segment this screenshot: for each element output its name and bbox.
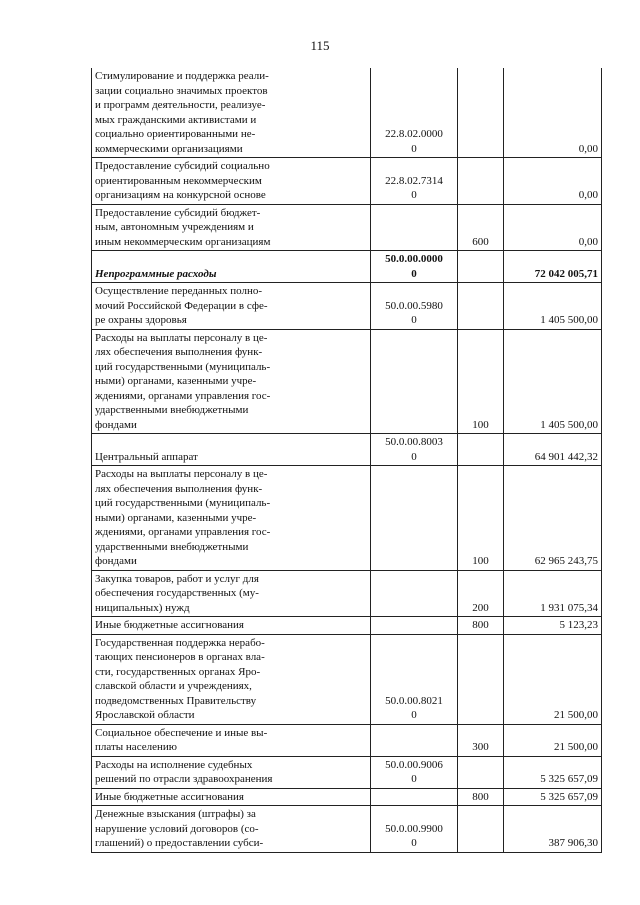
row-code-cell [371, 788, 458, 806]
row-sum-cell: 0,00 [504, 204, 602, 251]
row-name-cell: Расходы на выплаты персоналу в це- лях обеспечения выполнения функ- ций государственными (муниципаль- ными) органами, казенными учре- ждениями, органами управления гос- ударственными внебюджетными фондами [92, 329, 371, 434]
table-row [92, 204, 602, 251]
row-code-cell: 50.0.00.8003 0 [371, 434, 458, 466]
table-row [92, 283, 602, 330]
row-code-cell: 50.0.00.9900 0 [371, 806, 458, 853]
row-code-cell: 50.0.00.5980 0 [371, 283, 458, 330]
row-type-cell [458, 434, 504, 466]
row-type-cell: 100 [458, 466, 504, 571]
row-code-cell: 50.0.00.0000 0 [371, 251, 458, 283]
row-name-cell: Предоставление субсидий бюджет- ным, автономным учреждениям и иным некоммерческим организациям [92, 204, 371, 251]
row-code-cell: 22.8.02.0000 0 [371, 68, 458, 158]
row-code-cell [371, 570, 458, 617]
row-type-cell [458, 283, 504, 330]
budget-table [91, 68, 602, 853]
row-name-cell: Непрограммные расходы [92, 251, 371, 283]
table-row [92, 617, 602, 635]
row-code-cell: 50.0.00.8021 0 [371, 634, 458, 724]
row-sum-cell: 0,00 [504, 158, 602, 205]
table-row [92, 466, 602, 571]
table-row [92, 806, 602, 853]
row-name-cell: Денежные взыскания (штрафы) за нарушение условий договоров (со- глашений) о предоставлении субси- [92, 806, 371, 853]
row-sum-cell: 387 906,30 [504, 806, 602, 853]
row-name-cell: Стимулирование и поддержка реали- зации социально значимых проектов и программ деятельности, реализуе- мых гражданскими активистами и социально ориентированными не- коммерческими организациями [92, 68, 371, 158]
row-code-cell [371, 724, 458, 756]
row-type-cell [458, 756, 504, 788]
table-row [92, 788, 602, 806]
row-name-cell: Центральный аппарат [92, 434, 371, 466]
row-sum-cell: 1 405 500,00 [504, 283, 602, 330]
row-code-cell [371, 329, 458, 434]
row-sum-cell: 64 901 442,32 [504, 434, 602, 466]
row-name-cell: Государственная поддержка нерабо- тающих пенсионеров в органах вла- сти, государственных органах Яро- славской области и учреждениях, подведомственных Правительству Ярославской области [92, 634, 371, 724]
row-type-cell: 200 [458, 570, 504, 617]
table-row [92, 724, 602, 756]
table-row [92, 68, 602, 158]
table-row [92, 634, 602, 724]
page-number: 115 [310, 38, 330, 53]
table-row [92, 756, 602, 788]
row-name-cell: Социальное обеспечение и иные вы- платы населению [92, 724, 371, 756]
row-code-cell: 22.8.02.7314 0 [371, 158, 458, 205]
row-sum-cell: 1 405 500,00 [504, 329, 602, 434]
table-row [92, 570, 602, 617]
row-code-cell [371, 617, 458, 635]
row-code-cell [371, 466, 458, 571]
table-row [92, 329, 602, 434]
row-name-cell: Закупка товаров, работ и услуг для обеспечения государственных (му- ниципальных) нужд [92, 570, 371, 617]
row-name-cell: Иные бюджетные ассигнования [92, 788, 371, 806]
row-type-cell [458, 251, 504, 283]
table-row [92, 158, 602, 205]
row-sum-cell: 5 123,23 [504, 617, 602, 635]
row-type-cell [458, 68, 504, 158]
row-sum-cell: 62 965 243,75 [504, 466, 602, 571]
row-type-cell [458, 634, 504, 724]
row-type-cell: 600 [458, 204, 504, 251]
row-name-cell: Расходы на выплаты персоналу в це- лях обеспечения выполнения функ- ций государственными (муниципаль- ными) органами, казенными учре- ждениями, органами управления гос- ударственными внебюджетными фондами [92, 466, 371, 571]
row-name-cell: Иные бюджетные ассигнования [92, 617, 371, 635]
row-code-cell [371, 204, 458, 251]
row-name-cell: Осуществление переданных полно- мочий Российской Федерации в сфе- ре охраны здоровья [92, 283, 371, 330]
table-row [92, 434, 602, 466]
row-type-cell: 100 [458, 329, 504, 434]
row-sum-cell: 21 500,00 [504, 634, 602, 724]
row-type-cell: 800 [458, 617, 504, 635]
row-type-cell: 300 [458, 724, 504, 756]
row-sum-cell: 21 500,00 [504, 724, 602, 756]
row-type-cell [458, 158, 504, 205]
row-sum-cell: 0,00 [504, 68, 602, 158]
row-sum-cell: 5 325 657,09 [504, 756, 602, 788]
row-code-cell: 50.0.00.9006 0 [371, 756, 458, 788]
row-name-cell: Расходы на исполнение судебных решений по отрасли здравоохранения [92, 756, 371, 788]
table-row [92, 251, 602, 283]
row-type-cell [458, 806, 504, 853]
row-type-cell: 800 [458, 788, 504, 806]
row-sum-cell: 5 325 657,09 [504, 788, 602, 806]
row-sum-cell: 1 931 075,34 [504, 570, 602, 617]
row-name-cell: Предоставление субсидий социально ориентированным некоммерческим организациям на конкурсной основе [92, 158, 371, 205]
row-sum-cell: 72 042 005,71 [504, 251, 602, 283]
